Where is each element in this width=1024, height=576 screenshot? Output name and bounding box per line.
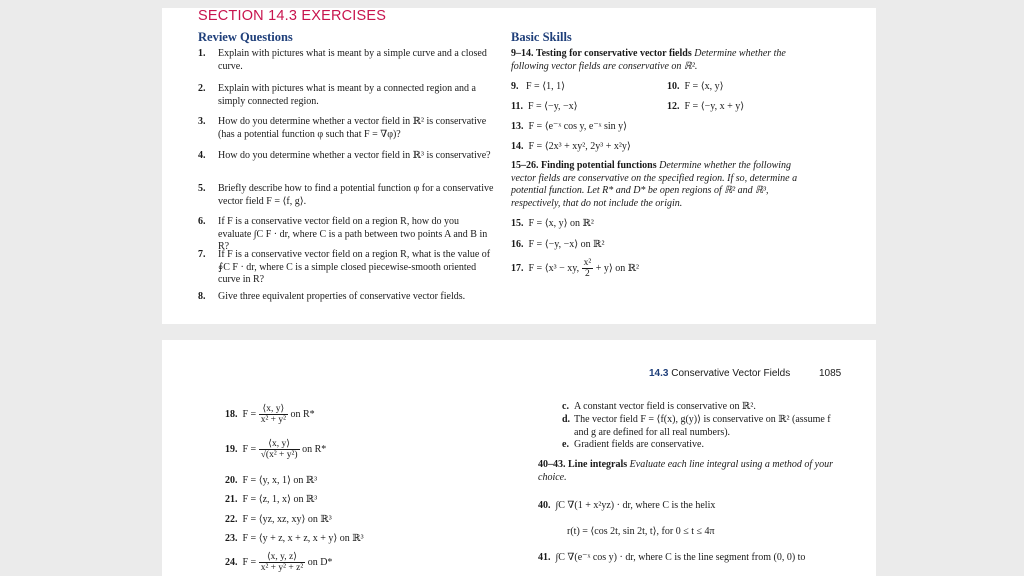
exercise-19: 19. F = $\frac{⟨x, y⟩}{\text{√(x² + y²)}}$ on R*: [225, 439, 327, 460]
exercise-20: 20. F = ⟨y, x, 1⟩ on ℝ³: [225, 475, 318, 486]
exercise-13: 13. F = ⟨e⁻ˣ cos y, e⁻ˣ sin y⟩: [511, 121, 628, 132]
exercise-14: 14. F = ⟨2x³ + xy², 2y³ + x²y⟩: [511, 141, 631, 152]
section-title: SECTION 14.3 EXERCISES: [198, 8, 387, 24]
exercise-18: 18. F = $\frac{⟨x, y⟩}{\text{x² + y²}}$ on R*: [225, 404, 315, 425]
exercise-40-path: r(t) = ⟨cos 2t, sin 2t, t⟩, for 0 ≤ t ≤ 4π: [567, 526, 715, 537]
basic-skills-heading: Basic Skills: [511, 30, 572, 44]
exercise-11: 11. F = ⟨−y, −x⟩: [511, 101, 578, 112]
exercise-41: 41. ∫C ∇(e⁻ˣ cos y) · dr, where C is the line segment from (0, 0) to: [538, 552, 806, 563]
exercise-12: 12. F = ⟨−y, x + y⟩: [667, 101, 745, 112]
review-heading: Review Questions: [198, 30, 293, 44]
exercise-10: 10. F = ⟨x, y⟩: [667, 81, 724, 92]
exercise-16: 16. F = ⟨−y, −x⟩ on ℝ²: [511, 239, 605, 250]
exercise-15: 15. F = ⟨x, y⟩ on ℝ²: [511, 218, 594, 229]
textbook-page-bottom: 14.3 Conservative Vector Fields 1085 18. F = $\frac{⟨x, y⟩}{\text{x² + y²}}$ on R* 19. F = $\frac{⟨x, y⟩}{\text{√(x² + y²)}}$ on R* 20. F = ⟨y, x, 1⟩ on ℝ³ 21. F = ⟨z, 1, x⟩ on ℝ³ 22. F = ⟨yz, xz, xy⟩ on ℝ³ 23. F = ⟨y + z, x + z, x + y⟩ on ℝ³ 24. F = $\frac{⟨x, y, z⟩}{\text{x² + y² + z²}}$ on D* c. A constant vector field is conservative on ℝ². d. The vector field F = ⟨f(x), g(y)⟩ is conservative on ℝ² (assume f and g are defined for all real numbers). e. Gradient fields are conservative. 40–43. Line integrals Evaluate each line integral using a method of your choice. 40. ∫C ∇(1 + x²yz) · dr, where C is the helix r(t) = ⟨cos 2t, sin 2t, t⟩, for 0 ≤ t ≤ 4π 41. ∫C ∇(e⁻ˣ cos y) · dr, where C is the line segment from (0, 0) to: [162, 340, 876, 576]
page-number: 1085: [819, 368, 842, 379]
exercise-24: 24. F = $\frac{⟨x, y, z⟩}{\text{x² + y² + z²}}$ on D*: [225, 552, 333, 573]
instructions-9-14: 9–14. Testing for conservative vector fields Determine whether the following vector fields are conservative on ℝ².: [511, 48, 786, 72]
exercise-23: 23. F = ⟨y + z, x + z, x + y⟩ on ℝ³: [225, 533, 364, 544]
instructions-40-43: 40–43. Line integrals Evaluate each line integral using a method of your choice.: [538, 459, 833, 483]
exercise-22: 22. F = ⟨yz, xz, xy⟩ on ℝ³: [225, 514, 332, 525]
instructions-15-26: 15–26. Finding potential functions Determine whether the following vector fields are conservative on the specified region. If so, determine a potential function. Let R* and D* be open regions of ℝ² and ℝ³, respectively, that do not include the origin.: [511, 160, 798, 209]
running-head: 14.3 Conservative Vector Fields: [649, 368, 791, 379]
exercise-40: 40. ∫C ∇(1 + x²yz) · dr, where C is the helix: [538, 500, 716, 511]
textbook-page-top: SECTION 14.3 EXERCISES Review Questions 1. Explain with pictures what is meant by a simple curve and a closed curve. 2. Explain with pictures what is meant by a connected region and a simply connected region. 3. How do you determine whether a vector field in ℝ² is conservative (has a potential function φ such that F = ∇φ)? 4. How do you determine whether a vector field in ℝ³ is conservative? 5. Briefly describe how to find a potential function φ for a conservative vector field F = ⟨f, g⟩. 6. If F is a conservative vector field on a region R, how do you evaluate ∫C F · dr, where C is a path between two points A and B in R? 7. If F is a conservative vector field on a region R, what is the value of ∮C F · dr, where C is a simple closed piecewise-smooth oriented curve in R? 8. Give three equivalent properties of conservative vector fields. Basic Skills 9–14. Testing for conservative vector fields Determine whether the following vector fields are conservative on ℝ². 9. F = ⟨1, 1⟩ 10. F = ⟨x, y⟩ 11. F = ⟨−y, −x⟩ 12. F = ⟨−y, x + y⟩ 13. F = ⟨e⁻ˣ cos y, e⁻ˣ sin y⟩ 14. F = ⟨2x³ + xy², 2y³ + x²y⟩ 15–26. Finding potential functions Determine whether the following vector fields are conservative on the specified region. If so, determine a potential function. Let R* and D* be open regions of ℝ² and ℝ³, respectively, that do not include the origin. 15. F = ⟨x, y⟩ on ℝ² 16. F = ⟨−y, −x⟩ on ℝ² 17. F = ⟨x³ − xy, $\frac{\text{x²}}{2}$ + y⟩ on ℝ²: [162, 8, 876, 324]
exercise-17: 17. F = ⟨x³ − xy, $\frac{\text{x²}}{2}$ + y⟩ on ℝ²: [511, 258, 640, 279]
exercise-21: 21. F = ⟨z, 1, x⟩ on ℝ³: [225, 494, 318, 505]
exercise-9: 9. F = ⟨1, 1⟩: [511, 81, 566, 92]
